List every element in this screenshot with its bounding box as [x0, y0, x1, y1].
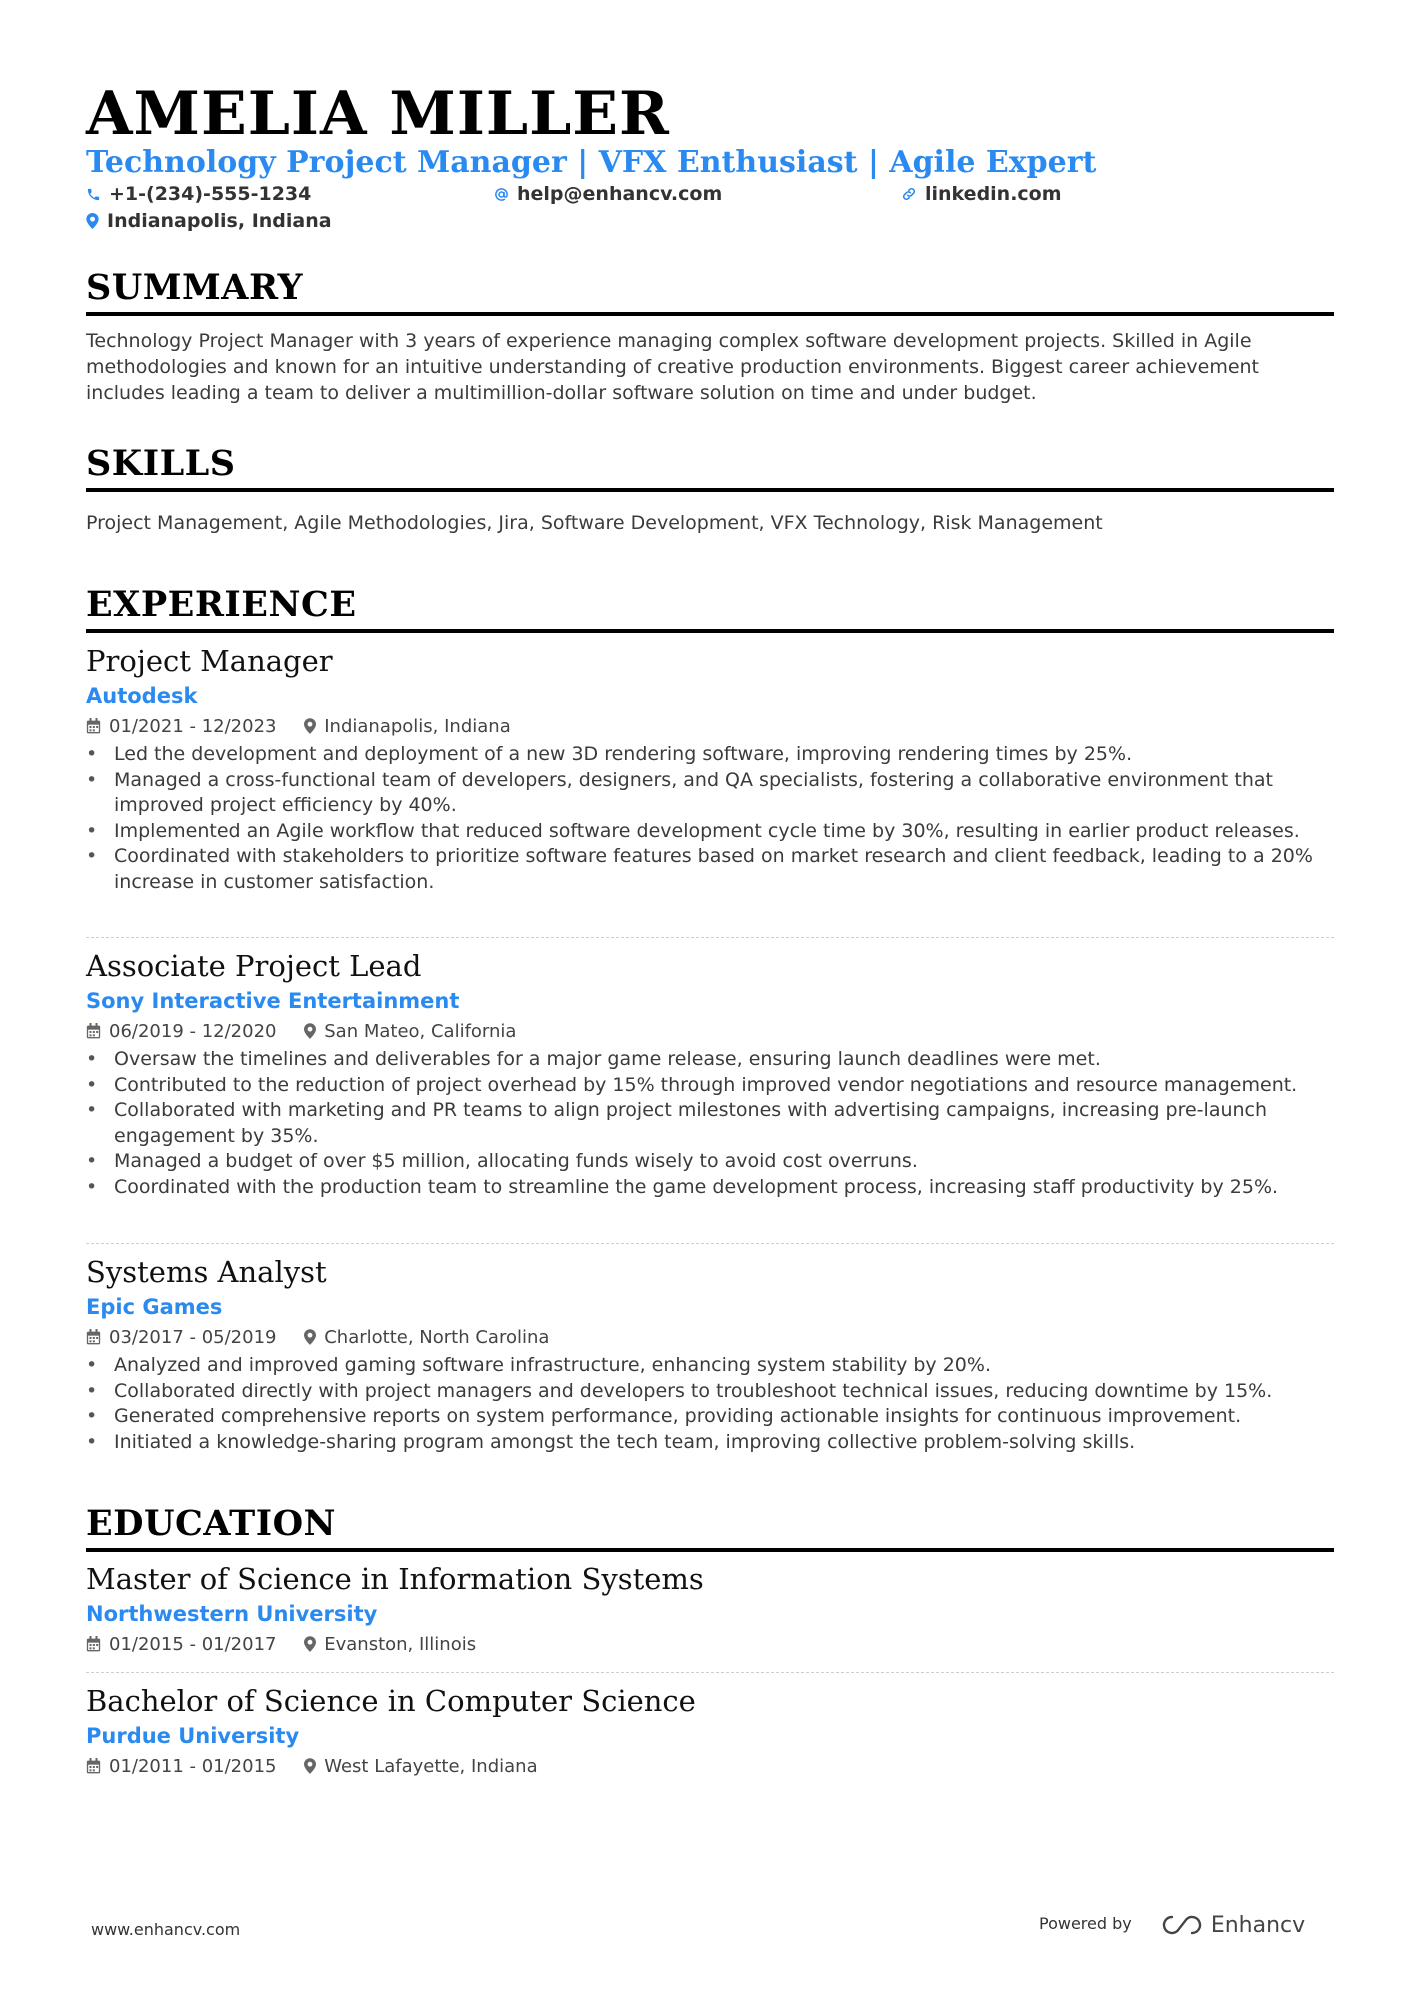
- education-school: Purdue University: [86, 1724, 300, 1748]
- phone-icon: [86, 187, 101, 202]
- job-title: Project Manager: [86, 644, 333, 678]
- calendar-icon: [86, 1758, 101, 1774]
- email-text: help@enhancv.com: [517, 183, 723, 205]
- phone-text: +1-(234)-555-1234: [109, 183, 312, 205]
- job-location: Indianapolis, Indiana: [324, 716, 511, 737]
- calendar-icon: [86, 1023, 101, 1039]
- website-text: linkedin.com: [925, 183, 1062, 205]
- location-pin-icon: [304, 1636, 316, 1652]
- job-bullet: • Analyzed and improved gaming software infrastructure, enhancing system stability by 20%.: [86, 1353, 1334, 1379]
- education-degree: Bachelor of Science in Computer Science: [86, 1684, 696, 1718]
- job-bullet: • Collaborated with marketing and PR teams to align project milestones with advertising campaigns, increasing pre-launch engagement by 35%.: [86, 1098, 1334, 1149]
- education-meta: [86, 1752, 1334, 1782]
- job-title: Associate Project Lead: [86, 949, 422, 983]
- entry-divider: [86, 1243, 1334, 1244]
- at-icon: [494, 187, 509, 202]
- summary-text: Technology Project Manager with 3 years of experience managing complex software development projects. Skilled in Agile methodologies and known for an intuitive understanding of creative production environments. Biggest career achievement includes leading a team to deliver a multimillion-dollar software solution on time and under budget.: [86, 330, 1260, 404]
- skills-text: Project Management, Agile Methodologies, Jira, Software Development, VFX Technology, Risk Management: [86, 512, 1103, 534]
- calendar-icon: [86, 1636, 101, 1652]
- education-dates: 01/2015 - 01/2017: [109, 1634, 277, 1655]
- job-entry: [86, 1253, 1334, 1455]
- link-icon: [901, 186, 917, 202]
- job-meta: [86, 1323, 1334, 1353]
- job-location: Charlotte, North Carolina: [324, 1327, 550, 1348]
- location-pin-icon: [304, 1023, 316, 1039]
- job-dates: 03/2017 - 05/2019: [109, 1327, 277, 1348]
- education-entry: [86, 1560, 1334, 1660]
- section-title-experience: EXPERIENCE: [86, 583, 1334, 633]
- section-title-skills: SKILLS: [86, 442, 1334, 492]
- job-title: Systems Analyst: [86, 1255, 327, 1289]
- job-company: Epic Games: [86, 1295, 223, 1319]
- location-pin-icon: [304, 1329, 316, 1345]
- job-meta: [86, 1017, 1334, 1047]
- candidate-headline: Technology Project Manager | VFX Enthusiast | Agile Expert: [86, 145, 1097, 180]
- contact-phone[interactable]: [86, 181, 311, 207]
- section-title-summary: SUMMARY: [86, 266, 1334, 316]
- education-meta: [86, 1630, 1334, 1660]
- job-bullet: • Managed a budget of over $5 million, allocating funds wisely to avoid cost overruns.: [86, 1149, 1334, 1175]
- location-text: Indianapolis, Indiana: [107, 210, 332, 232]
- job-company: Autodesk: [86, 684, 198, 708]
- education-school: Northwestern University: [86, 1602, 378, 1626]
- calendar-icon: [86, 1329, 101, 1345]
- job-entry: [86, 642, 1334, 895]
- contact-email[interactable]: [494, 181, 722, 207]
- entry-divider: [86, 1672, 1334, 1673]
- contact-location: [86, 208, 332, 234]
- job-bullets: [86, 742, 1334, 895]
- job-bullet: • Generated comprehensive reports on system performance, providing actionable insights for continuous improvement.: [86, 1404, 1334, 1430]
- job-bullet: • Initiated a knowledge-sharing program amongst the tech team, improving collective problem-solving skills.: [86, 1430, 1334, 1456]
- candidate-name: AMELIA MILLER: [86, 79, 670, 149]
- job-company: Sony Interactive Entertainment: [86, 989, 460, 1013]
- job-bullets: [86, 1047, 1334, 1200]
- job-dates: 06/2019 - 12/2020: [109, 1021, 277, 1042]
- section-title-education: EDUCATION: [86, 1502, 1334, 1552]
- job-location: San Mateo, California: [324, 1021, 517, 1042]
- job-bullet: • Coordinated with the production team to streamline the game development process, increasing staff productivity by 25%.: [86, 1175, 1334, 1201]
- education-entry: [86, 1682, 1334, 1782]
- location-pin-icon: [304, 1758, 316, 1774]
- job-dates: 01/2021 - 12/2023: [109, 716, 277, 737]
- powered-by-text: Powered by: [1039, 1914, 1132, 1933]
- footer-powered-by[interactable]: [1039, 1913, 1305, 1938]
- job-entry: [86, 947, 1334, 1200]
- job-bullet: • Contributed to the reduction of project overhead by 15% through improved vendor negotiations and resource management.: [86, 1073, 1334, 1099]
- job-bullet: • Managed a cross-functional team of developers, designers, and QA specialists, fostering a collaborative environment that improved project efficiency by 40%.: [86, 768, 1334, 819]
- enhancv-logo-icon: [1159, 1913, 1205, 1937]
- calendar-icon: [86, 718, 101, 734]
- job-bullet: • Oversaw the timelines and deliverables for a major game release, ensuring launch deadlines were met.: [86, 1047, 1334, 1073]
- entry-divider: [86, 937, 1334, 938]
- job-bullet: • Coordinated with stakeholders to prioritize software features based on market research and client feedback, leading to a 20% increase in customer satisfaction.: [86, 844, 1334, 895]
- job-bullets: [86, 1353, 1334, 1455]
- job-bullet: • Led the development and deployment of a new 3D rendering software, improving rendering times by 25%.: [86, 742, 1334, 768]
- education-dates: 01/2011 - 01/2015: [109, 1756, 277, 1777]
- job-meta: [86, 712, 1334, 742]
- job-bullet: • Collaborated directly with project managers and developers to troubleshoot technical issues, reducing downtime by 15%.: [86, 1379, 1334, 1405]
- job-bullet: • Implemented an Agile workflow that reduced software development cycle time by 30%, resulting in earlier product releases.: [86, 819, 1334, 845]
- location-pin-icon: [86, 213, 99, 229]
- footer-website[interactable]: www.enhancv.com: [91, 1920, 241, 1939]
- brand-name: Enhancv: [1210, 1913, 1306, 1938]
- location-pin-icon: [304, 718, 316, 734]
- education-degree: Master of Science in Information Systems: [86, 1562, 704, 1596]
- contact-website[interactable]: [901, 181, 1062, 207]
- education-location: West Lafayette, Indiana: [324, 1756, 538, 1777]
- education-location: Evanston, Illinois: [324, 1634, 477, 1655]
